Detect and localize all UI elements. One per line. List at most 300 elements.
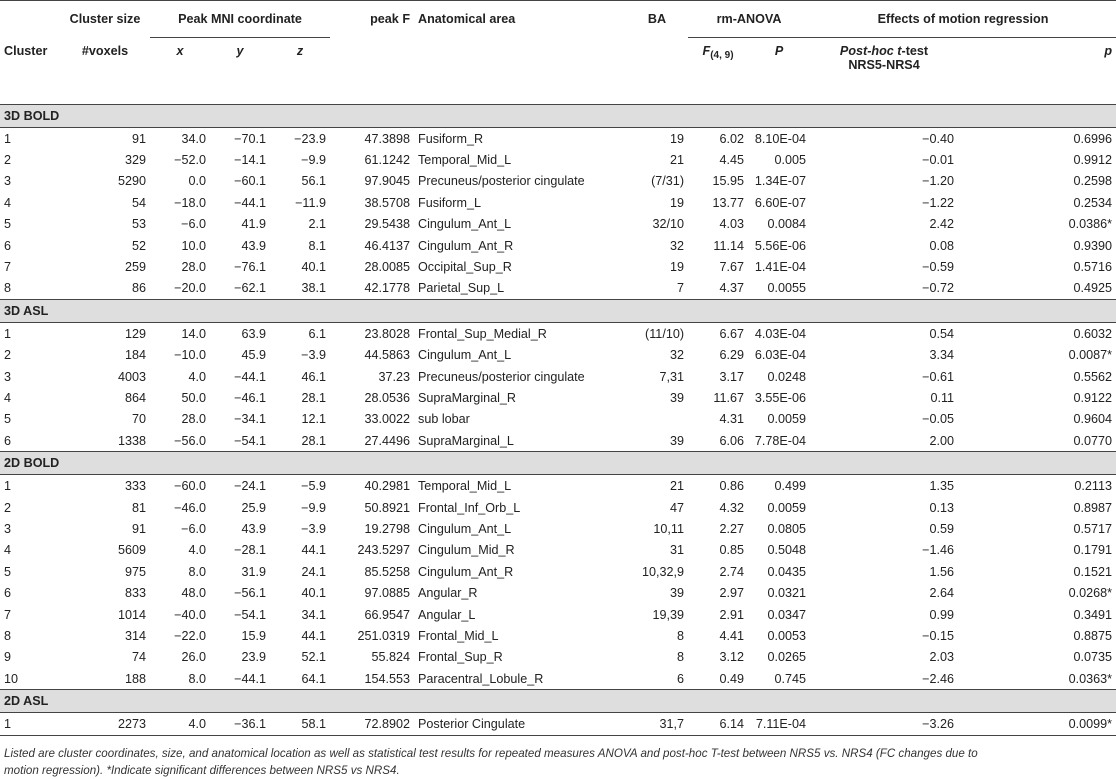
cell-cluster: 8 <box>4 281 12 296</box>
cell-t: 1.56 <box>929 564 955 579</box>
header-cluster-size: Cluster size <box>60 1 150 38</box>
cell-p-posthoc: 0.0099* <box>958 713 1116 735</box>
cell-p-posthoc: 0.5716 <box>1073 260 1113 275</box>
cell-voxels: 2273 <box>60 713 150 735</box>
cell-p-posthoc: 0.0268* <box>1068 586 1113 601</box>
cell-cluster: 3 <box>4 369 12 384</box>
cell-p-anova: 5.56E-06 <box>754 238 807 253</box>
cell-f: 3.17 <box>719 369 745 384</box>
cell-x: 34.0 <box>181 131 206 146</box>
cell-ba: 10,32,9 <box>641 564 685 579</box>
section-row <box>0 452 1116 475</box>
cell-voxels: 5609 <box>117 543 146 558</box>
cell-voxels: 314 <box>124 628 146 643</box>
cell-y: −70.1 <box>234 131 266 146</box>
cell-t: 1.35 <box>929 479 955 494</box>
header-effects: Effects of motion regression <box>810 1 1116 38</box>
cell-p-anova: 6.03E-04 <box>754 348 807 363</box>
cell-t: −0.72 <box>922 281 955 296</box>
cell-p-posthoc: 0.0363* <box>1068 671 1113 686</box>
cell-z: −3.9 <box>301 521 327 536</box>
cell-p-posthoc: 0.0087* <box>1068 348 1113 363</box>
table-row <box>0 345 1116 366</box>
cell-peak-f: 28.0536 <box>364 390 411 405</box>
header-p-upper: P <box>774 44 784 58</box>
cell-f: 4.37 <box>719 281 745 296</box>
cell-x: −20.0 <box>174 281 206 296</box>
section-title: 2D BOLD <box>0 452 1116 475</box>
cell-peak-f: 97.9045 <box>364 174 411 189</box>
cell-voxels: 329 <box>124 153 146 168</box>
cell-area: Occipital_Sup_R <box>418 260 512 275</box>
header-f-stat <box>688 38 748 105</box>
cell-p-posthoc: 0.2534 <box>1073 195 1113 210</box>
cell-f: 11.14 <box>713 238 745 253</box>
header-blank <box>0 1 60 38</box>
cell-y: −14.1 <box>234 153 266 168</box>
cell-z: 64.1 <box>301 671 327 686</box>
cell-ba: 31,7 <box>626 713 688 735</box>
cell-p-posthoc: 0.5562 <box>1073 369 1113 384</box>
cell-ba: 39 <box>670 433 685 448</box>
section-title: 3D BOLD <box>0 105 1116 128</box>
header-posthoc-line2: NRS5-NRS4 <box>848 58 920 72</box>
cell-y: 31.9 <box>241 564 266 579</box>
table-row <box>0 387 1116 408</box>
cell-p-anova: 0.0059 <box>767 500 807 515</box>
header-f-sub: (4, 9) <box>710 50 734 61</box>
cell-ba: 39 <box>670 586 685 601</box>
cell-area: Temporal_Mid_L <box>418 153 512 168</box>
cell-voxels: 5290 <box>117 174 146 189</box>
cell-f: 0.49 <box>719 671 745 686</box>
cell-area: Temporal_Mid_L <box>418 479 512 494</box>
cell-x: −40.0 <box>174 607 206 622</box>
cell-f: 4.31 <box>719 412 745 427</box>
cell-peak-f: 28.0085 <box>364 260 411 275</box>
table-body <box>0 105 1116 736</box>
cell-p-posthoc: 0.9122 <box>1073 390 1113 405</box>
cell-peak-f: 27.4496 <box>364 433 411 448</box>
cell-p-posthoc: 0.3491 <box>1073 607 1113 622</box>
cell-peak-f: 85.5258 <box>364 564 411 579</box>
cell-x: 8.0 <box>188 564 206 579</box>
cell-t: −0.59 <box>922 260 955 275</box>
cell-area: Precuneus/posterior cingulate <box>418 174 585 189</box>
cell-peak-f: 19.2798 <box>364 521 411 536</box>
header-y: y <box>236 44 244 58</box>
cell-z: 28.1 <box>301 390 327 405</box>
cell-ba: 19 <box>670 260 685 275</box>
cell-area: Cingulum_Ant_R <box>418 564 514 579</box>
section-row <box>0 105 1116 128</box>
cell-y: −60.1 <box>234 174 266 189</box>
cell-y: −44.1 <box>234 195 266 210</box>
cell-x: −22.0 <box>174 628 206 643</box>
cell-y: −36.1 <box>210 713 270 735</box>
cell-z: 52.1 <box>301 650 327 665</box>
cell-voxels: 184 <box>124 348 146 363</box>
cell-area: SupraMarginal_R <box>418 390 517 405</box>
cell-ba: 32 <box>670 348 685 363</box>
cell-t: −0.05 <box>922 412 955 427</box>
cell-voxels: 54 <box>131 195 146 210</box>
cell-t: 3.34 <box>929 348 955 363</box>
header-p-lower: p <box>1104 44 1113 58</box>
cell-cluster: 4 <box>4 195 12 210</box>
cell-x: −6.0 <box>181 217 206 232</box>
table-row <box>0 430 1116 452</box>
cell-p-anova: 7.11E-04 <box>748 713 810 735</box>
cell-cluster: 5 <box>4 412 12 427</box>
cell-x: −60.0 <box>174 479 206 494</box>
cell-voxels: 864 <box>124 390 146 405</box>
header-posthoc-c: -test <box>901 44 929 58</box>
cell-voxels: 91 <box>131 521 146 536</box>
cell-t: −0.40 <box>922 131 955 146</box>
section-row <box>0 300 1116 323</box>
cell-f: 2.27 <box>719 521 745 536</box>
header-posthoc-a: Post-hoc <box>839 44 894 58</box>
cell-area: Frontal_Inf_Orb_L <box>418 500 521 515</box>
cell-area: Cingulum_Ant_R <box>418 238 514 253</box>
cell-peak-f: 154.553 <box>364 671 411 686</box>
cell-x: −52.0 <box>174 153 206 168</box>
cell-x: 4.0 <box>188 543 206 558</box>
cell-y: −28.1 <box>234 543 266 558</box>
cell-peak-f: 38.5708 <box>364 195 411 210</box>
cell-cluster: 6 <box>4 586 12 601</box>
cell-area: Parietal_Sup_L <box>418 281 505 296</box>
cell-ba: 32/10 <box>652 217 685 232</box>
cell-area: Cingulum_Ant_L <box>418 521 512 536</box>
cell-p-posthoc: 0.4925 <box>1073 281 1113 296</box>
cell-y: 43.9 <box>241 238 266 253</box>
cell-cluster: 3 <box>4 521 12 536</box>
table-footnote: Listed are cluster coordinates, size, and anatomical location as well as statistical test results for repeated measures ANOVA and post-hoc T-test between NRS5 vs. NRS4 (FC changes due to motion regression). *Indicate significant differences between NRS5 vs NRS4. <box>4 746 978 777</box>
cell-p-anova: 1.41E-04 <box>754 260 807 275</box>
cell-x: −10.0 <box>174 348 206 363</box>
cell-t: 2.00 <box>929 433 955 448</box>
cell-f: 3.12 <box>719 650 745 665</box>
cell-t: −0.61 <box>922 369 955 384</box>
cell-p-posthoc: 0.6996 <box>1073 131 1113 146</box>
cell-voxels: 259 <box>124 260 146 275</box>
cell-z: 34.1 <box>301 607 327 622</box>
cell-p-anova: 1.34E-07 <box>754 174 807 189</box>
cell-cluster: 2 <box>4 500 12 515</box>
cell-f: 7.67 <box>719 260 745 275</box>
header-voxels: #voxels <box>81 43 129 58</box>
cell-area: Angular_R <box>418 586 478 601</box>
cell-p-anova: 0.0347 <box>767 607 807 622</box>
cell-ba: 32 <box>670 238 685 253</box>
cell-t: −1.46 <box>922 543 955 558</box>
cell-z: 38.1 <box>301 281 327 296</box>
cell-voxels: 70 <box>131 412 146 427</box>
cell-area: Cingulum_Mid_R <box>418 543 515 558</box>
cell-t: 0.99 <box>929 607 955 622</box>
cell-peak-f: 66.9547 <box>364 607 411 622</box>
cell-area: Fusiform_L <box>418 195 482 210</box>
cell-t: −0.01 <box>922 153 955 168</box>
cell-t: −1.22 <box>922 195 955 210</box>
cell-ba: 21 <box>670 479 685 494</box>
cell-p-posthoc: 0.2598 <box>1073 174 1113 189</box>
header-blank-3 <box>414 38 626 105</box>
table-row <box>0 475 1116 497</box>
cell-f: 0.86 <box>719 479 745 494</box>
table-row <box>0 366 1116 387</box>
cell-ba: 19,39 <box>652 607 685 622</box>
cell-z: 40.1 <box>301 586 327 601</box>
cell-p-posthoc: 0.8875 <box>1073 628 1113 643</box>
cell-peak-f: 50.8921 <box>364 500 411 515</box>
cell-voxels: 333 <box>124 479 146 494</box>
table-row <box>0 625 1116 646</box>
cell-p-anova: 6.60E-07 <box>754 195 807 210</box>
cell-p-posthoc: 0.5717 <box>1073 521 1113 536</box>
cell-voxels: 74 <box>131 650 146 665</box>
cell-area: SupraMarginal_L <box>418 433 514 448</box>
cell-p-posthoc: 0.1791 <box>1073 543 1113 558</box>
cell-voxels: 52 <box>131 238 146 253</box>
cell-y: 23.9 <box>241 650 266 665</box>
table-row <box>0 668 1116 690</box>
cell-area: Paracentral_Lobule_R <box>418 671 544 686</box>
cell-y: 45.9 <box>241 348 266 363</box>
cell-peak-f: 251.0319 <box>357 628 411 643</box>
cell-y: −44.1 <box>234 671 266 686</box>
header-peak-mni: Peak MNI coordinate <box>150 1 330 38</box>
header-rm-anova: rm-ANOVA <box>688 1 810 38</box>
cell-t: 0.59 <box>929 521 955 536</box>
cell-x: −56.0 <box>174 433 206 448</box>
cell-t: 0.13 <box>929 500 955 515</box>
cell-y: −44.1 <box>234 369 266 384</box>
cell-peak-f: 37.23 <box>378 369 411 384</box>
cell-area: Frontal_Sup_R <box>418 650 503 665</box>
cell-t: 0.08 <box>929 238 955 253</box>
cell-ba: (7/31) <box>651 174 685 189</box>
cell-f: 15.95 <box>712 174 745 189</box>
cell-area: Frontal_Sup_Medial_R <box>418 326 547 341</box>
cell-p-posthoc: 0.0770 <box>1073 433 1113 448</box>
cell-p-anova: 0.5048 <box>767 543 807 558</box>
cell-z: −9.9 <box>301 153 327 168</box>
cell-x: −46.0 <box>174 500 206 515</box>
cell-ba: 8 <box>677 650 685 665</box>
cell-area: Angular_L <box>418 607 476 622</box>
header-f-label: F <box>702 44 711 58</box>
cell-p-posthoc: 0.2113 <box>1074 479 1113 494</box>
cell-t: 0.54 <box>929 326 955 341</box>
cell-ba: 39 <box>670 390 685 405</box>
table-row <box>0 647 1116 668</box>
cell-area: Cingulum_Ant_L <box>418 217 512 232</box>
cell-p-anova: 7.78E-04 <box>754 433 807 448</box>
cell-f: 6.29 <box>719 348 745 363</box>
cell-peak-f: 46.4137 <box>364 238 411 253</box>
cell-p-anova: 0.0055 <box>767 281 807 296</box>
cell-ba: 7,31 <box>659 369 685 384</box>
cell-f: 6.02 <box>719 131 745 146</box>
cell-cluster: 2 <box>4 348 12 363</box>
cell-p-anova: 0.0248 <box>767 369 807 384</box>
cell-x: 28.0 <box>181 260 206 275</box>
cell-x: 10.0 <box>181 238 206 253</box>
cell-x: 4.0 <box>188 369 206 384</box>
cell-y: −76.1 <box>234 260 266 275</box>
cell-y: −54.1 <box>234 607 266 622</box>
cell-f: 13.77 <box>712 195 745 210</box>
cell-p-posthoc: 0.1521 <box>1073 564 1113 579</box>
cell-x: 28.0 <box>181 412 206 427</box>
cell-peak-f: 61.1242 <box>364 153 411 168</box>
section-title: 3D ASL <box>0 300 1116 323</box>
header-blank-4 <box>626 38 688 105</box>
cell-x: 4.0 <box>150 713 210 735</box>
cell-t: −2.46 <box>922 671 955 686</box>
cell-f: 4.03 <box>719 217 745 232</box>
cell-t: −1.20 <box>922 174 955 189</box>
cell-p-posthoc: 0.9912 <box>1073 153 1113 168</box>
cell-cluster: 7 <box>4 607 12 622</box>
cell-y: −56.1 <box>234 586 266 601</box>
cell-p-anova: 0.0084 <box>767 217 807 232</box>
cell-area: Precuneus/posterior cingulate <box>418 369 585 384</box>
table-row <box>0 235 1116 256</box>
table-row <box>0 278 1116 300</box>
cell-z: −11.9 <box>295 195 327 210</box>
table-row <box>0 171 1116 192</box>
cell-p-anova: 4.03E-04 <box>754 326 807 341</box>
cell-voxels: 81 <box>131 500 146 515</box>
cell-cluster: 2 <box>4 153 12 168</box>
cell-peak-f: 40.2981 <box>364 479 411 494</box>
cell-cluster: 1 <box>4 479 12 494</box>
cell-y: −24.1 <box>234 479 266 494</box>
cell-area: Posterior Cingulate <box>414 713 626 735</box>
table-row <box>0 497 1116 518</box>
cell-f: 6.06 <box>719 433 745 448</box>
cell-cluster: 1 <box>0 713 60 735</box>
cell-f: 4.32 <box>719 500 745 515</box>
cell-cluster: 9 <box>4 650 12 665</box>
cell-z: 40.1 <box>301 260 327 275</box>
cell-ba: (11/10) <box>645 326 685 341</box>
cell-z: 58.1 <box>270 713 330 735</box>
table-header <box>0 1 1116 105</box>
cell-f: 11.67 <box>713 390 745 405</box>
cell-p-posthoc: 0.9390 <box>1073 238 1113 253</box>
cell-z: −23.9 <box>294 131 327 146</box>
table-row <box>0 192 1116 213</box>
cell-f: 6.67 <box>719 326 745 341</box>
header-z: z <box>296 44 304 58</box>
cell-peak-f: 42.1778 <box>364 281 411 296</box>
cell-t: −0.15 <box>922 628 955 643</box>
cell-peak-f: 44.5863 <box>364 348 411 363</box>
section-row <box>0 690 1116 713</box>
cell-voxels: 833 <box>124 586 146 601</box>
cell-z: 44.1 <box>301 628 327 643</box>
cell-y: −54.1 <box>234 433 266 448</box>
cell-peak-f: 29.5438 <box>364 217 411 232</box>
cell-z: 24.1 <box>301 564 327 579</box>
cell-y: 25.9 <box>241 500 266 515</box>
cell-z: −3.9 <box>301 348 327 363</box>
cell-p-anova: 0.0059 <box>767 412 807 427</box>
cell-y: 43.9 <box>241 521 266 536</box>
cell-p-anova: 8.10E-04 <box>754 131 807 146</box>
header-peak-f: peak F <box>330 1 414 38</box>
cell-ba: 10,11 <box>653 521 685 536</box>
cell-p-anova: 0.005 <box>774 153 807 168</box>
cell-p-posthoc: 0.9604 <box>1073 412 1113 427</box>
cell-y: −46.1 <box>234 390 266 405</box>
cell-voxels: 4003 <box>117 369 146 384</box>
cell-area: Frontal_Mid_L <box>418 628 499 643</box>
cell-p-posthoc: 0.0386* <box>1068 217 1113 232</box>
cell-y: −62.1 <box>234 281 266 296</box>
cell-z: 46.1 <box>301 369 327 384</box>
cell-p-anova: 0.499 <box>774 479 807 494</box>
cell-peak-f: 33.0022 <box>364 412 411 427</box>
cell-z: 6.1 <box>308 326 327 341</box>
cell-p-posthoc: 0.0735 <box>1073 650 1113 665</box>
cell-cluster: 4 <box>4 543 12 558</box>
cell-ba: 31 <box>670 543 685 558</box>
cell-voxels: 1338 <box>117 433 146 448</box>
cell-f: 4.45 <box>719 153 745 168</box>
cell-voxels: 975 <box>124 564 146 579</box>
cell-peak-f: 72.8902 <box>330 713 414 735</box>
cell-z: 12.1 <box>301 412 327 427</box>
cell-y: 63.9 <box>241 326 266 341</box>
cell-p-anova: 0.0265 <box>767 650 807 665</box>
cell-peak-f: 47.3898 <box>364 131 411 146</box>
header-posthoc-b: t <box>893 44 902 58</box>
table-row <box>0 518 1116 539</box>
cell-peak-f: 243.5297 <box>357 543 411 558</box>
cell-x: 50.0 <box>181 390 206 405</box>
cell-f: 2.91 <box>719 607 745 622</box>
table-row <box>0 582 1116 603</box>
cell-t: 2.64 <box>929 586 955 601</box>
cell-peak-f: 55.824 <box>371 650 411 665</box>
header-blank-2 <box>330 38 414 105</box>
cell-f: 0.85 <box>719 543 745 558</box>
cell-voxels: 129 <box>124 326 146 341</box>
cell-y: −34.1 <box>234 412 266 427</box>
cell-y: 41.9 <box>241 217 266 232</box>
cell-f: 4.41 <box>719 628 745 643</box>
cell-cluster: 1 <box>4 131 12 146</box>
cell-f: 2.74 <box>719 564 745 579</box>
cell-cluster: 7 <box>4 260 12 275</box>
cell-cluster: 3 <box>4 174 12 189</box>
cell-cluster: 5 <box>4 564 12 579</box>
cell-ba: 19 <box>670 131 685 146</box>
cell-p-posthoc: 0.6032 <box>1073 326 1113 341</box>
cell-z: −5.9 <box>301 479 327 494</box>
cell-peak-f: 97.0885 <box>364 586 411 601</box>
table-row <box>0 323 1116 345</box>
cell-z: 2.1 <box>308 217 327 232</box>
table-row <box>0 561 1116 582</box>
cell-t: −3.26 <box>810 713 958 735</box>
